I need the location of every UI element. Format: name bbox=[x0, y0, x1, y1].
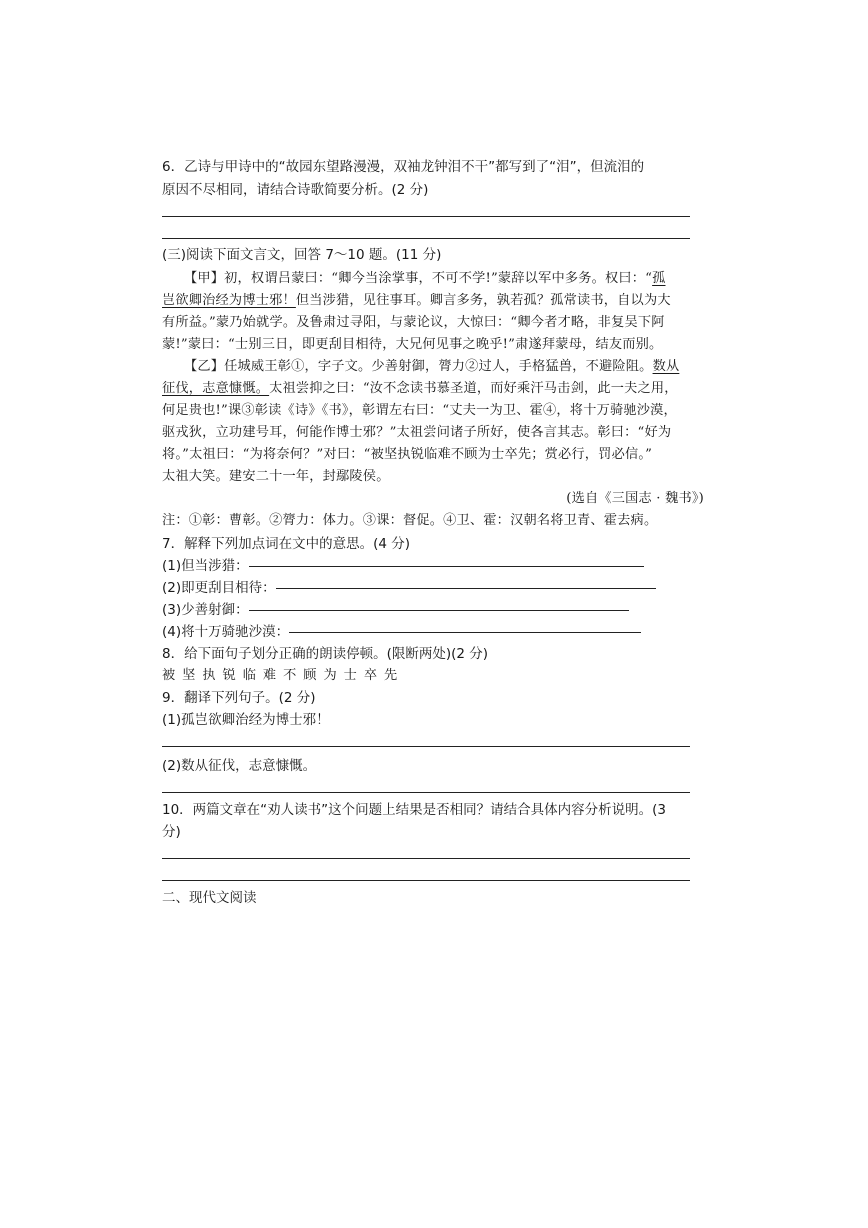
passage-yi-line-1: 【乙】任城威王彰①，字子文。少善射御，膂力②过人，手格猛兽，不避险阻。数从 bbox=[184, 359, 680, 374]
q7-answer-3[interactable] bbox=[249, 610, 629, 611]
q10-answer-line-2[interactable] bbox=[162, 880, 690, 881]
q9-title: 9．翻译下列句子。(2 分) bbox=[162, 690, 316, 706]
q7-item-1: (1)但当涉猎： bbox=[162, 557, 644, 575]
q10-line-2: 分) bbox=[162, 824, 181, 840]
q7-item-3: (3)少善射御： bbox=[162, 601, 629, 619]
passage-jia-line-2: 岂欲卿治经为博士邪！但当涉猎，见往事耳。卿言多务，孰若孤？孤常读书，自以为大 bbox=[162, 293, 671, 308]
q10-line-1: 10．两篇文章在“劝人读书”这个问题上结果是否相同？请结合具体内容分析说明。(3 bbox=[162, 802, 667, 818]
source-citation: (选自《三国志 · 魏书》) bbox=[566, 491, 704, 506]
q7-answer-1[interactable] bbox=[249, 566, 644, 567]
q6-answer-line-2[interactable] bbox=[162, 238, 690, 239]
q7-item-4: (4)将十万骑驰沙漠： bbox=[162, 623, 641, 641]
passage-yi-line-5: 将。”太祖曰：“为将奈何？”对曰：“被坚执锐临难不顾为士卒先；赏必行，罚必信。” bbox=[162, 447, 653, 462]
q8-title: 8．给下面句子划分正确的朗读停顿。(限断两处)(2 分) bbox=[162, 646, 489, 662]
passage-yi-line-2: 征伐，志意慷慨。太祖尝抑之曰：“汝不念读书慕圣道，而好乘汗马击剑，此一夫之用， bbox=[162, 381, 678, 396]
q6-line-2: 原因不尽相同，请结合诗歌简要分析。(2 分) bbox=[162, 182, 429, 198]
q7-answer-4[interactable] bbox=[289, 632, 641, 633]
passage-yi-line-6: 太祖大笑。建安二十一年，封鄢陵侯。 bbox=[162, 469, 390, 484]
section3-heading: (三)阅读下面文言文，回答 7～10 题。(11 分) bbox=[162, 247, 442, 263]
q9-answer-line-1[interactable] bbox=[162, 746, 690, 747]
q6-answer-line-1[interactable] bbox=[162, 216, 690, 217]
q9-answer-line-2[interactable] bbox=[162, 792, 690, 793]
part2-heading: 二、现代文阅读 bbox=[162, 890, 257, 906]
q7-item-2: (2)即更刮目相待： bbox=[162, 579, 656, 597]
q7-answer-2[interactable] bbox=[276, 588, 656, 589]
q9-item-2: (2)数从征伐，志意慷慨。 bbox=[162, 758, 317, 774]
q6-line-1: 6．乙诗与甲诗中的“故园东望路漫漫，双袖龙钟泪不干”都写到了“泪”，但流泪的 bbox=[162, 159, 645, 175]
passage-jia-line-3: 有所益。”蒙乃始就学。及鲁肃过寻阳，与蒙论议，大惊曰：“卿今者才略，非复吴下阿 bbox=[162, 315, 665, 330]
q10-answer-line-1[interactable] bbox=[162, 858, 690, 859]
q9-item-1: (1)孤岂欲卿治经为博士邪！ bbox=[162, 712, 330, 728]
passage-jia-line-4: 蒙!”蒙曰：“士别三日，即更刮目相待，大兄何见事之晚乎!”肃遂拜蒙母，结友而别。 bbox=[162, 337, 663, 352]
passage-yi-line-3: 何足贵也!”课③彰读《诗》《书》，彰谓左右曰：“丈夫一为卫、霍④，将十万骑驰沙漠， bbox=[162, 403, 677, 418]
q8-sentence: 被坚执锐临难不顾为士卒先 bbox=[162, 668, 405, 683]
passage-yi-line-4: 驱戎狄，立功建号耳，何能作博士邪？”太祖尝问诸子所好，使各言其志。彰曰：“好为 bbox=[162, 425, 672, 440]
q7-title: 7．解释下列加点词在文中的意思。(4 分) bbox=[162, 536, 411, 552]
passage-jia-line-1: 【甲】初，权谓吕蒙曰：“卿今当涂掌事，不可不学!”蒙辞以军中多务。权曰：“孤 bbox=[184, 271, 666, 286]
annotation-notes: 注：①彰：曹彰。②膂力：体力。③课：督促。④卫、霍：汉朝名将卫青、霍去病。 bbox=[162, 513, 658, 528]
